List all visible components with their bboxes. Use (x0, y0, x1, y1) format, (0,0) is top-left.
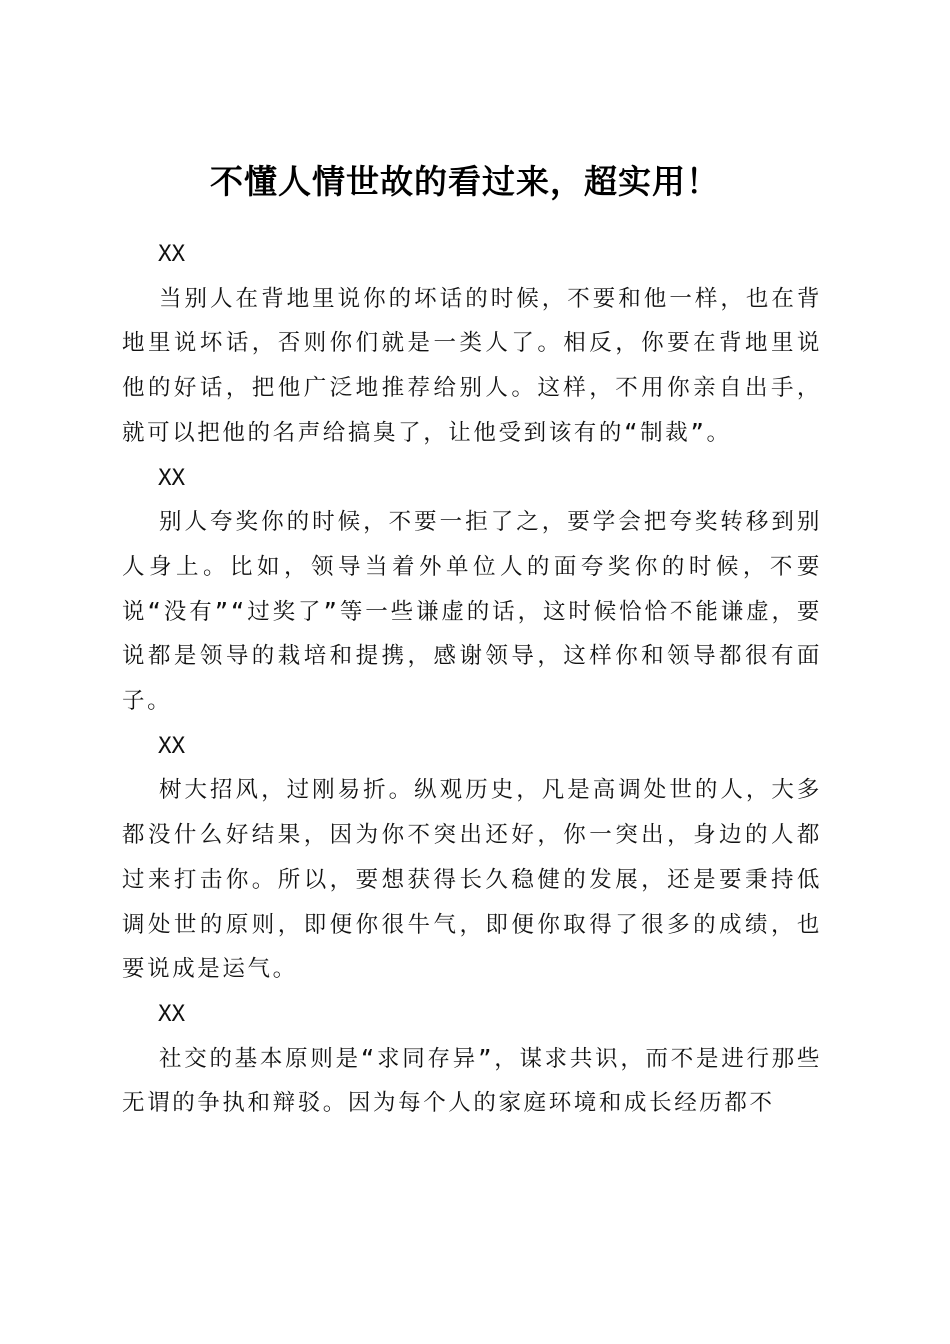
section-paragraph: 社交的基本原则是“求同存异”，谋求共识，而不是进行那些无谓的争执和辩驳。因为每个人的家庭环境和成长经历都不 (122, 1045, 822, 1117)
section-paragraph: 当别人在背地里说你的坏话的时候，不要和他一样，也在背地里说坏话，否则你们就是一类人了。相反，你要在背地里说他的好话，把他广泛地推荐给别人。这样，不用你亲自出手，就可以把他的名声给搞臭了，让他受到该有的“制裁”。 (122, 285, 822, 446)
section-marker: XX (158, 732, 186, 759)
section-marker: XX (158, 241, 186, 267)
document-title: 不懂人情世故的看过来，超实用！ (210, 162, 720, 202)
section-paragraph: 树大招风，过刚易折。纵观历史，凡是高调处世的人，大多都没什么好结果，因为你不突出还好，你一突出，身边的人都过来打击你。所以，要想获得长久稳健的发展，还是要秉持低调处世的原则，即便你很牛气，即便你取得了很多的成绩，也要说成是运气。 (122, 777, 822, 983)
section-marker: XX (158, 1000, 186, 1027)
section-marker: XX (158, 464, 186, 491)
section-paragraph: 别人夸奖你的时候，不要一拒了之，要学会把夸奖转移到别人身上。比如，领导当着外单位人的面夸奖你的时候，不要说“没有”“过奖了”等一些谦虚的话，这时候恰恰不能谦虚，要说都是领导的栽培和提携，感谢领导，这样你和领导都很有面子。 (122, 509, 822, 715)
document-body (122, 232, 822, 1126)
